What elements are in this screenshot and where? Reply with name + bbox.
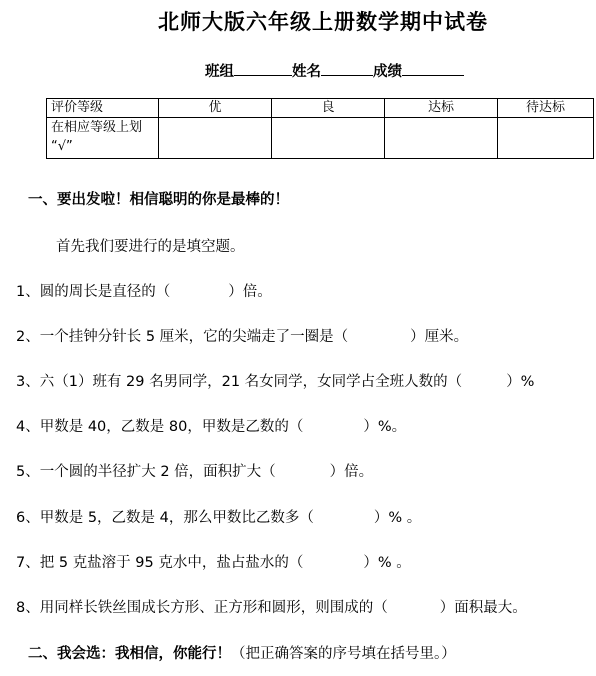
section2-heading-line: [28, 642, 456, 663]
section2-heading: 二、我会选：我相信，你能行！: [28, 646, 231, 662]
grade-header-label: 评价等级: [47, 99, 159, 118]
class-label: 班组: [205, 64, 234, 80]
question-8: 8、用同样长铁丝围成长方形、正方形和圆形，则围成的（ ）面积最大。: [16, 600, 527, 616]
section1-heading: 一、要出发啦！相信聪明的你是最棒的！: [28, 192, 289, 208]
grade-row-label: [47, 118, 159, 159]
grade-level-pass: 达标: [385, 99, 498, 118]
score-label: 成绩: [373, 64, 402, 80]
grade-table: [46, 98, 594, 159]
section1-intro: 首先我们要进行的是填空题。: [56, 239, 245, 255]
grade-cell-pass[interactable]: [385, 118, 498, 159]
question-6: 6、甲数是 5，乙数是 4，那么甲数比乙数多（ ）% 。: [16, 510, 422, 526]
section2-note: （把正确答案的序号填在括号里。）: [231, 646, 456, 662]
score-blank: [402, 61, 464, 76]
student-info-line: [205, 60, 464, 81]
question-7: 7、把 5 克盐溶于 95 克水中，盐占盐水的（ ）% 。: [16, 555, 411, 571]
grade-level-needs-work: 待达标: [498, 99, 594, 118]
question-2: 2、一个挂钟分针长 5 厘米，它的尖端走了一圈是（ ）厘米。: [16, 329, 469, 345]
name-label: 姓名: [292, 64, 321, 80]
question-3: 3、六（1）班有 29 名男同学，21 名女同学，女同学占全班人数的（ ）%: [16, 374, 535, 390]
grade-cell-needs-work[interactable]: [498, 118, 594, 159]
grade-cell-excellent[interactable]: [159, 118, 272, 159]
question-4: 4、甲数是 40，乙数是 80，甲数是乙数的（ ）%。: [16, 419, 407, 435]
name-blank: [321, 61, 373, 76]
grade-row-label-line2: “√”: [51, 139, 73, 154]
grade-row-label-line1: 在相应等级上划: [51, 120, 143, 135]
grade-level-excellent: 优: [159, 99, 272, 118]
grade-level-good: 良: [272, 99, 385, 118]
question-1: 1、圆的周长是直径的（ ）倍。: [16, 284, 272, 300]
grade-cell-good[interactable]: [272, 118, 385, 159]
page-title: 北师大版六年级上册数学期中试卷: [158, 10, 488, 34]
class-blank: [234, 61, 292, 76]
question-5: 5、一个圆的半径扩大 2 倍，面积扩大（ ）倍。: [16, 464, 374, 480]
